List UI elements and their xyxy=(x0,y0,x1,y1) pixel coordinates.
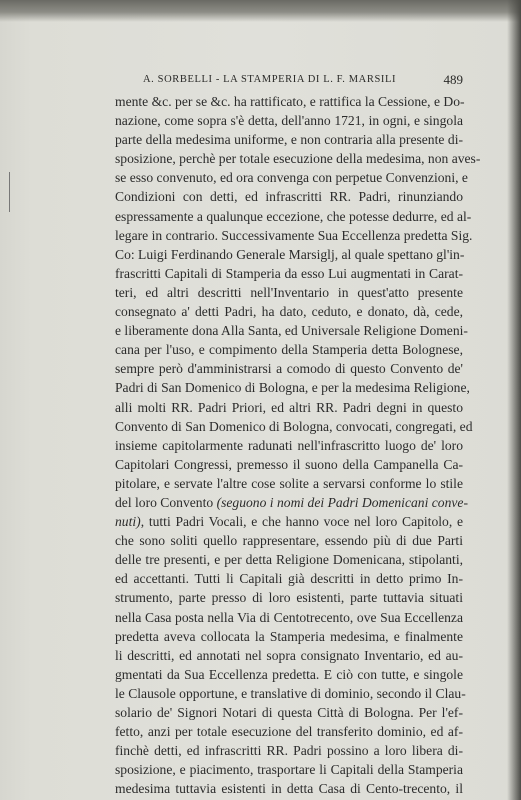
text-line: Co: Luigi Ferdinando Generale Marsiglj, al quale spettano gl'in- xyxy=(115,246,465,262)
text-line: sposizione, e piacimento, trasportare li Capitali della Stamperia xyxy=(115,762,463,778)
text-line: Condizioni con detti, ed infrascritti RR. Padri, rinunziando xyxy=(115,189,463,205)
text-line: medesima tuttavia esistenti in detta Casa di Cento-trecento, il xyxy=(115,781,463,797)
text-line: ed accettanti. Tutti li Capitali già descritti in detto primo In- xyxy=(115,571,463,587)
text-line: espressamente a qualunque eccezione, che potesse dedurre, ed al- xyxy=(115,208,472,224)
text-line: finchè detti, ed infrascritti RR. Padri possino a loro libera di- xyxy=(115,743,463,759)
text-line: nazione, come sopra s'è detta, dell'anno 1721, in ogni, e singola xyxy=(115,113,463,129)
text-line: sposizione, perchè per totale esecuzione della medesima, non aves- xyxy=(115,151,481,167)
text-line: frascritti Capitali di Stamperia da esso Lui augmentati in Carat- xyxy=(115,265,463,281)
text-line: parte della medesima uniforme, e non contraria alla presente di- xyxy=(115,132,463,148)
text-line: mente &c. per se &c. ha rattificato, e rattifica la Cessione, e Do- xyxy=(115,94,465,109)
text-segment: del loro Convento xyxy=(115,494,217,510)
text-line: insieme capitolarmente radunati nell'infrascritto luogo de' loro xyxy=(115,437,463,453)
italic-segment: nuti) xyxy=(115,514,141,530)
text-line: delle tre presenti, e per detta Religione Domenicana, stipolanti, xyxy=(115,552,463,568)
text-line: se esso convenuto, ed ora convenga con perpetue Convenzioni, e xyxy=(115,170,468,186)
text-line: solario de' Signori Notari di questa Città di Bologna. Per l'ef- xyxy=(115,705,463,720)
text-line: cana per l'uso, e compimento della Stamperia detta Bolognese, xyxy=(115,342,463,358)
text-line: nella Casa posta nella Via di Centotrecento, ove Sua Eccellenza xyxy=(115,609,463,625)
text-line: Padri di San Domenico di Bologna, e per la medesima Religione, xyxy=(115,380,470,396)
text-line: alli molti RR. Padri Priori, ed altri RR. Padri degni in questo xyxy=(115,399,463,415)
text-line: Convento di San Domenico di Bologna, convocati, congregati, ed xyxy=(115,418,473,434)
text-line-mixed xyxy=(115,512,463,531)
running-header-title: A. SORBELLI - LA STAMPERIA DI L. F. MARSILI xyxy=(143,74,397,85)
text-line: strumento, parte presso di loro esistenti, parte tuttavia situati xyxy=(115,590,463,606)
margin-mark xyxy=(9,172,10,212)
italic-segment: (seguono i nomi dei Padri Domenicani conve- xyxy=(216,494,468,510)
text-line: che sono soliti quello rappresentare, essendo più di due Parti xyxy=(115,533,463,549)
page-number: 489 xyxy=(443,72,463,87)
running-header xyxy=(115,72,461,90)
text-line: teri, ed altri descritti nell'Inventario in quest'atto presente xyxy=(115,284,463,300)
text-line: pitolare, e servate l'altre cose solite a servarsi conforme lo stile xyxy=(115,475,463,491)
text-line: predetta aveva collocata la Stamperia medesima, e finalmente xyxy=(115,628,463,644)
page-top-shadow xyxy=(0,0,521,22)
page-right-edge-shadow xyxy=(507,0,521,800)
text-segment: , tutti Padri Vocali, e che hanno voce nel loro Capitolo, e xyxy=(140,514,463,530)
text-line: le Clausole opportune, e translative di dominio, secondo il Clau- xyxy=(115,685,466,701)
body-text xyxy=(115,92,481,798)
text-line: consegnato a' detti Padri, ha dato, ceduto, e donato, dà, cede, xyxy=(115,304,463,320)
text-line: sempre però d'amministrarsi a comodo di questo Convento de' xyxy=(115,361,463,377)
text-line: li descritti, ed annotati nel sopra consignato Inventario, ed au- xyxy=(115,647,463,663)
text-line: fetto, anzi per totale esecuzione del transferito dominio, ed af- xyxy=(115,724,463,740)
text-line: legare in contrario. Successivamente Sua Eccellenza predetta Sig. xyxy=(115,227,473,243)
text-line: Capitolari Congressi, premesso il suono della Campanella Ca- xyxy=(115,456,463,472)
text-line: gmentati da Sua Eccellenza predetta. E ciò con tutte, e singole xyxy=(115,666,463,682)
text-line-mixed xyxy=(115,493,468,512)
text-line: e liberamente dona Alla Santa, ed Universale Religione Domeni- xyxy=(115,323,468,339)
